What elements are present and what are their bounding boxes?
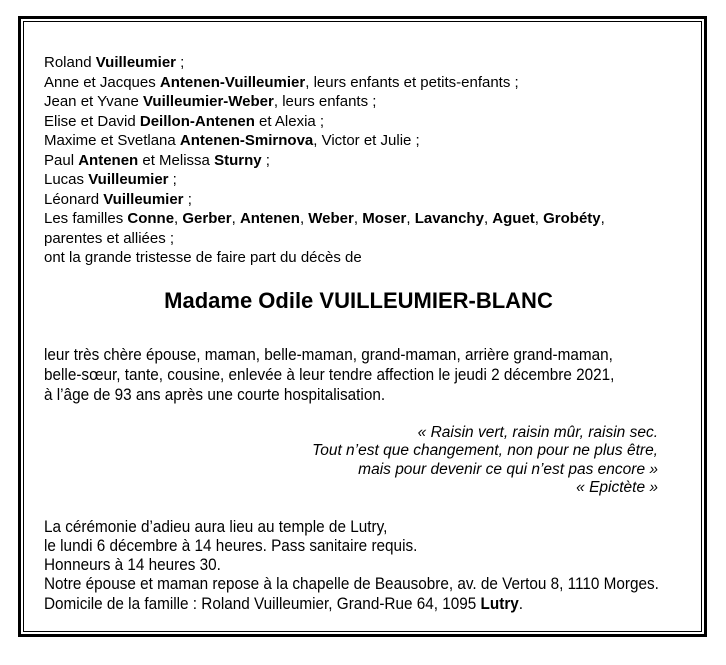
text-line: Maxime et Svetlana Antenen-Smirnova, Victor et Julie ; xyxy=(44,132,420,149)
text-line: Les familles Conne, Gerber, Antenen, Weber, Moser, Lavanchy, Aguet, Grobéty, xyxy=(44,210,605,227)
text-line: ont la grande tristesse de faire part du décès de xyxy=(44,249,362,266)
quote-block xyxy=(44,424,693,498)
text-line: Lucas Vuilleumier ; xyxy=(44,171,177,188)
deceased-name-title: Madame Odile VUILLEUMIER-BLANC xyxy=(164,287,553,313)
text-line: belle-sœur, tante, cousine, enlevée à leur tendre affection le jeudi 2 décembre 2021, xyxy=(44,364,615,384)
text-line: Notre épouse et maman repose à la chapelle de Beausobre, av. de Vertou 8, 1110 Morges. xyxy=(44,574,659,594)
text-line: La cérémonie d’adieu aura lieu au temple de Lutry, xyxy=(44,516,388,536)
text-line: Anne et Jacques Antenen-Vuilleumier, leurs enfants et petits-enfants ; xyxy=(44,73,519,91)
text-line: « Epictète » xyxy=(576,479,658,496)
text-line: Jean et Yvane Vuilleumier-Weber, leurs enfants ; xyxy=(44,93,377,110)
text-line: leur très chère épouse, maman, belle-maman, grand-maman, arrière grand-maman, xyxy=(44,344,613,364)
outer-border-frame xyxy=(18,16,707,637)
tribute-paragraph xyxy=(44,345,692,405)
ceremony-details xyxy=(44,517,692,613)
text-line: le lundi 6 décembre à 14 heures. Pass sanitaire requis. xyxy=(44,535,418,555)
text-line: Paul Antenen et Melissa Sturny ; xyxy=(44,151,270,169)
text-line: mais pour devenir ce qui n’est pas encore » xyxy=(358,460,658,478)
text-line: Domicile de la famille : Roland Vuilleumier, Grand-Rue 64, 1095 Lutry. xyxy=(44,593,524,613)
text-line: « Raisin vert, raisin mûr, raisin sec. xyxy=(417,423,658,441)
family-list xyxy=(44,53,693,268)
announcement-content xyxy=(24,22,701,631)
text-line: Elise et David Deillon-Antenen et Alexia ; xyxy=(44,112,325,130)
text-line: Honneurs à 14 heures 30. xyxy=(44,555,221,575)
text-line: Tout n’est que changement, non pour ne plus être, xyxy=(312,442,658,459)
inner-border-frame xyxy=(23,21,702,632)
text-line: Léonard Vuilleumier ; xyxy=(44,190,192,208)
text-line: parentes et alliées ; xyxy=(44,229,175,247)
text-line: à l’âge de 93 ans après une courte hospitalisation. xyxy=(44,384,386,404)
text-line: Roland Vuilleumier ; xyxy=(44,54,185,71)
